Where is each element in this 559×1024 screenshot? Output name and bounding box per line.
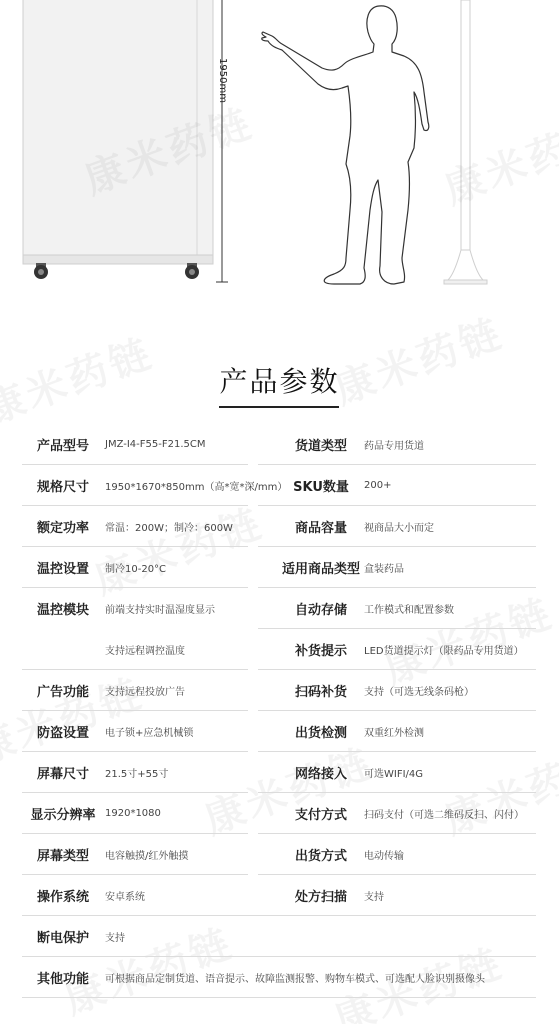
spec-value: 前端支持实时温湿度显示 <box>105 605 215 616</box>
spec-label: 出货检测 <box>294 726 347 741</box>
spec-value: LED货道提示灯（限药品专用货道） <box>364 646 524 657</box>
spec-value: 支持 <box>364 892 384 903</box>
spec-value: 1950*1670*850mm（高*宽*深/mm） <box>105 482 288 493</box>
spec-value: 电子锁+应急机械锁 <box>105 728 194 739</box>
spec-label: 自动存储 <box>294 603 347 618</box>
spec-label: 网络接入 <box>294 767 347 782</box>
spec-label: 防盗设置 <box>36 726 89 741</box>
spec-label: 其他功能 <box>36 972 89 987</box>
spec-row <box>22 670 536 711</box>
spec-label: 出货方式 <box>294 849 347 864</box>
spec-value: 200+ <box>364 480 392 491</box>
spec-label: 商品容量 <box>294 521 347 536</box>
spec-label: 显示分辨率 <box>30 808 96 823</box>
spec-value: 双重红外检测 <box>364 728 424 739</box>
spec-row <box>22 711 536 752</box>
spec-row <box>22 547 536 588</box>
spec-label: 屏幕类型 <box>36 849 89 864</box>
spec-value: 支持 <box>105 933 125 944</box>
spec-table <box>22 424 536 998</box>
spec-value: 电动传输 <box>364 851 404 862</box>
human-silhouette-icon <box>262 6 429 284</box>
spec-label: 处方扫描 <box>294 890 347 905</box>
spec-label: 温控模块 <box>36 603 89 618</box>
spec-value: JMZ-I4-F55-F21.5CM <box>105 439 206 450</box>
wheel-right-icon <box>185 263 199 279</box>
spec-row <box>22 834 536 875</box>
spec-label: 产品型号 <box>36 439 89 454</box>
spec-value: 支持（可选无线条码枪） <box>364 687 474 698</box>
spec-label: 补货提示 <box>294 644 347 659</box>
spec-label: 支付方式 <box>294 808 347 823</box>
measuring-pole-icon <box>444 0 487 284</box>
spec-row <box>22 465 536 506</box>
spec-row <box>22 793 536 834</box>
spec-row <box>22 629 536 670</box>
spec-value: 支持远程投放广告 <box>105 687 185 698</box>
spec-label: 广告功能 <box>36 685 89 700</box>
spec-label: 额定功率 <box>36 521 89 536</box>
spec-label: 货道类型 <box>294 439 347 454</box>
spec-row <box>22 875 536 916</box>
spec-label: 规格尺寸 <box>36 480 89 495</box>
spec-label <box>22 629 104 670</box>
spec-value: 工作模式和配置参数 <box>364 605 454 616</box>
vending-machine-base <box>23 255 213 264</box>
spec-row <box>22 588 536 629</box>
spec-label: 温控设置 <box>36 562 89 577</box>
spec-label: 断电保护 <box>36 931 89 946</box>
spec-value: 制冷10-20°C <box>105 564 167 575</box>
spec-row <box>22 916 536 957</box>
spec-row <box>22 957 536 998</box>
spec-value: 扫码支付（可选二维码反扫、闪付） <box>364 810 524 821</box>
spec-value: 视商品大小而定 <box>364 523 434 534</box>
page-title: 产品参数 <box>219 365 340 398</box>
spec-value: 21.5寸+55寸 <box>105 769 169 780</box>
spec-label: 屏幕尺寸 <box>36 767 89 782</box>
spec-value: 可选WIFI/4G <box>364 769 424 780</box>
title-underline <box>219 406 339 408</box>
spec-row <box>22 506 536 547</box>
spec-label: 适用商品类型 <box>281 562 360 577</box>
spec-value: 药品专用货道 <box>364 441 424 452</box>
spec-row <box>22 752 536 793</box>
spec-label: 操作系统 <box>36 890 89 905</box>
wheel-left-icon <box>34 263 48 279</box>
spec-label: SKU数量 <box>293 480 349 495</box>
row-divider <box>22 997 536 998</box>
spec-value: 电容触摸/红外触摸 <box>105 851 189 862</box>
spec-value: 常温：200W；制冷：600W <box>105 523 233 534</box>
spec-row <box>22 424 536 465</box>
height-dimension-label: 1950mm <box>217 58 228 103</box>
spec-value: 1920*1080 <box>105 808 161 819</box>
spec-value: 安卓系统 <box>105 892 145 903</box>
spec-label: 扫码补货 <box>294 685 347 700</box>
spec-value: 盒装药品 <box>364 564 404 575</box>
spec-value: 可根据商品定制货道、语音提示、故障监测报警、购物车模式、可选配人脸识别摄像头 <box>105 974 485 985</box>
spec-value: 支持远程调控温度 <box>105 646 185 657</box>
